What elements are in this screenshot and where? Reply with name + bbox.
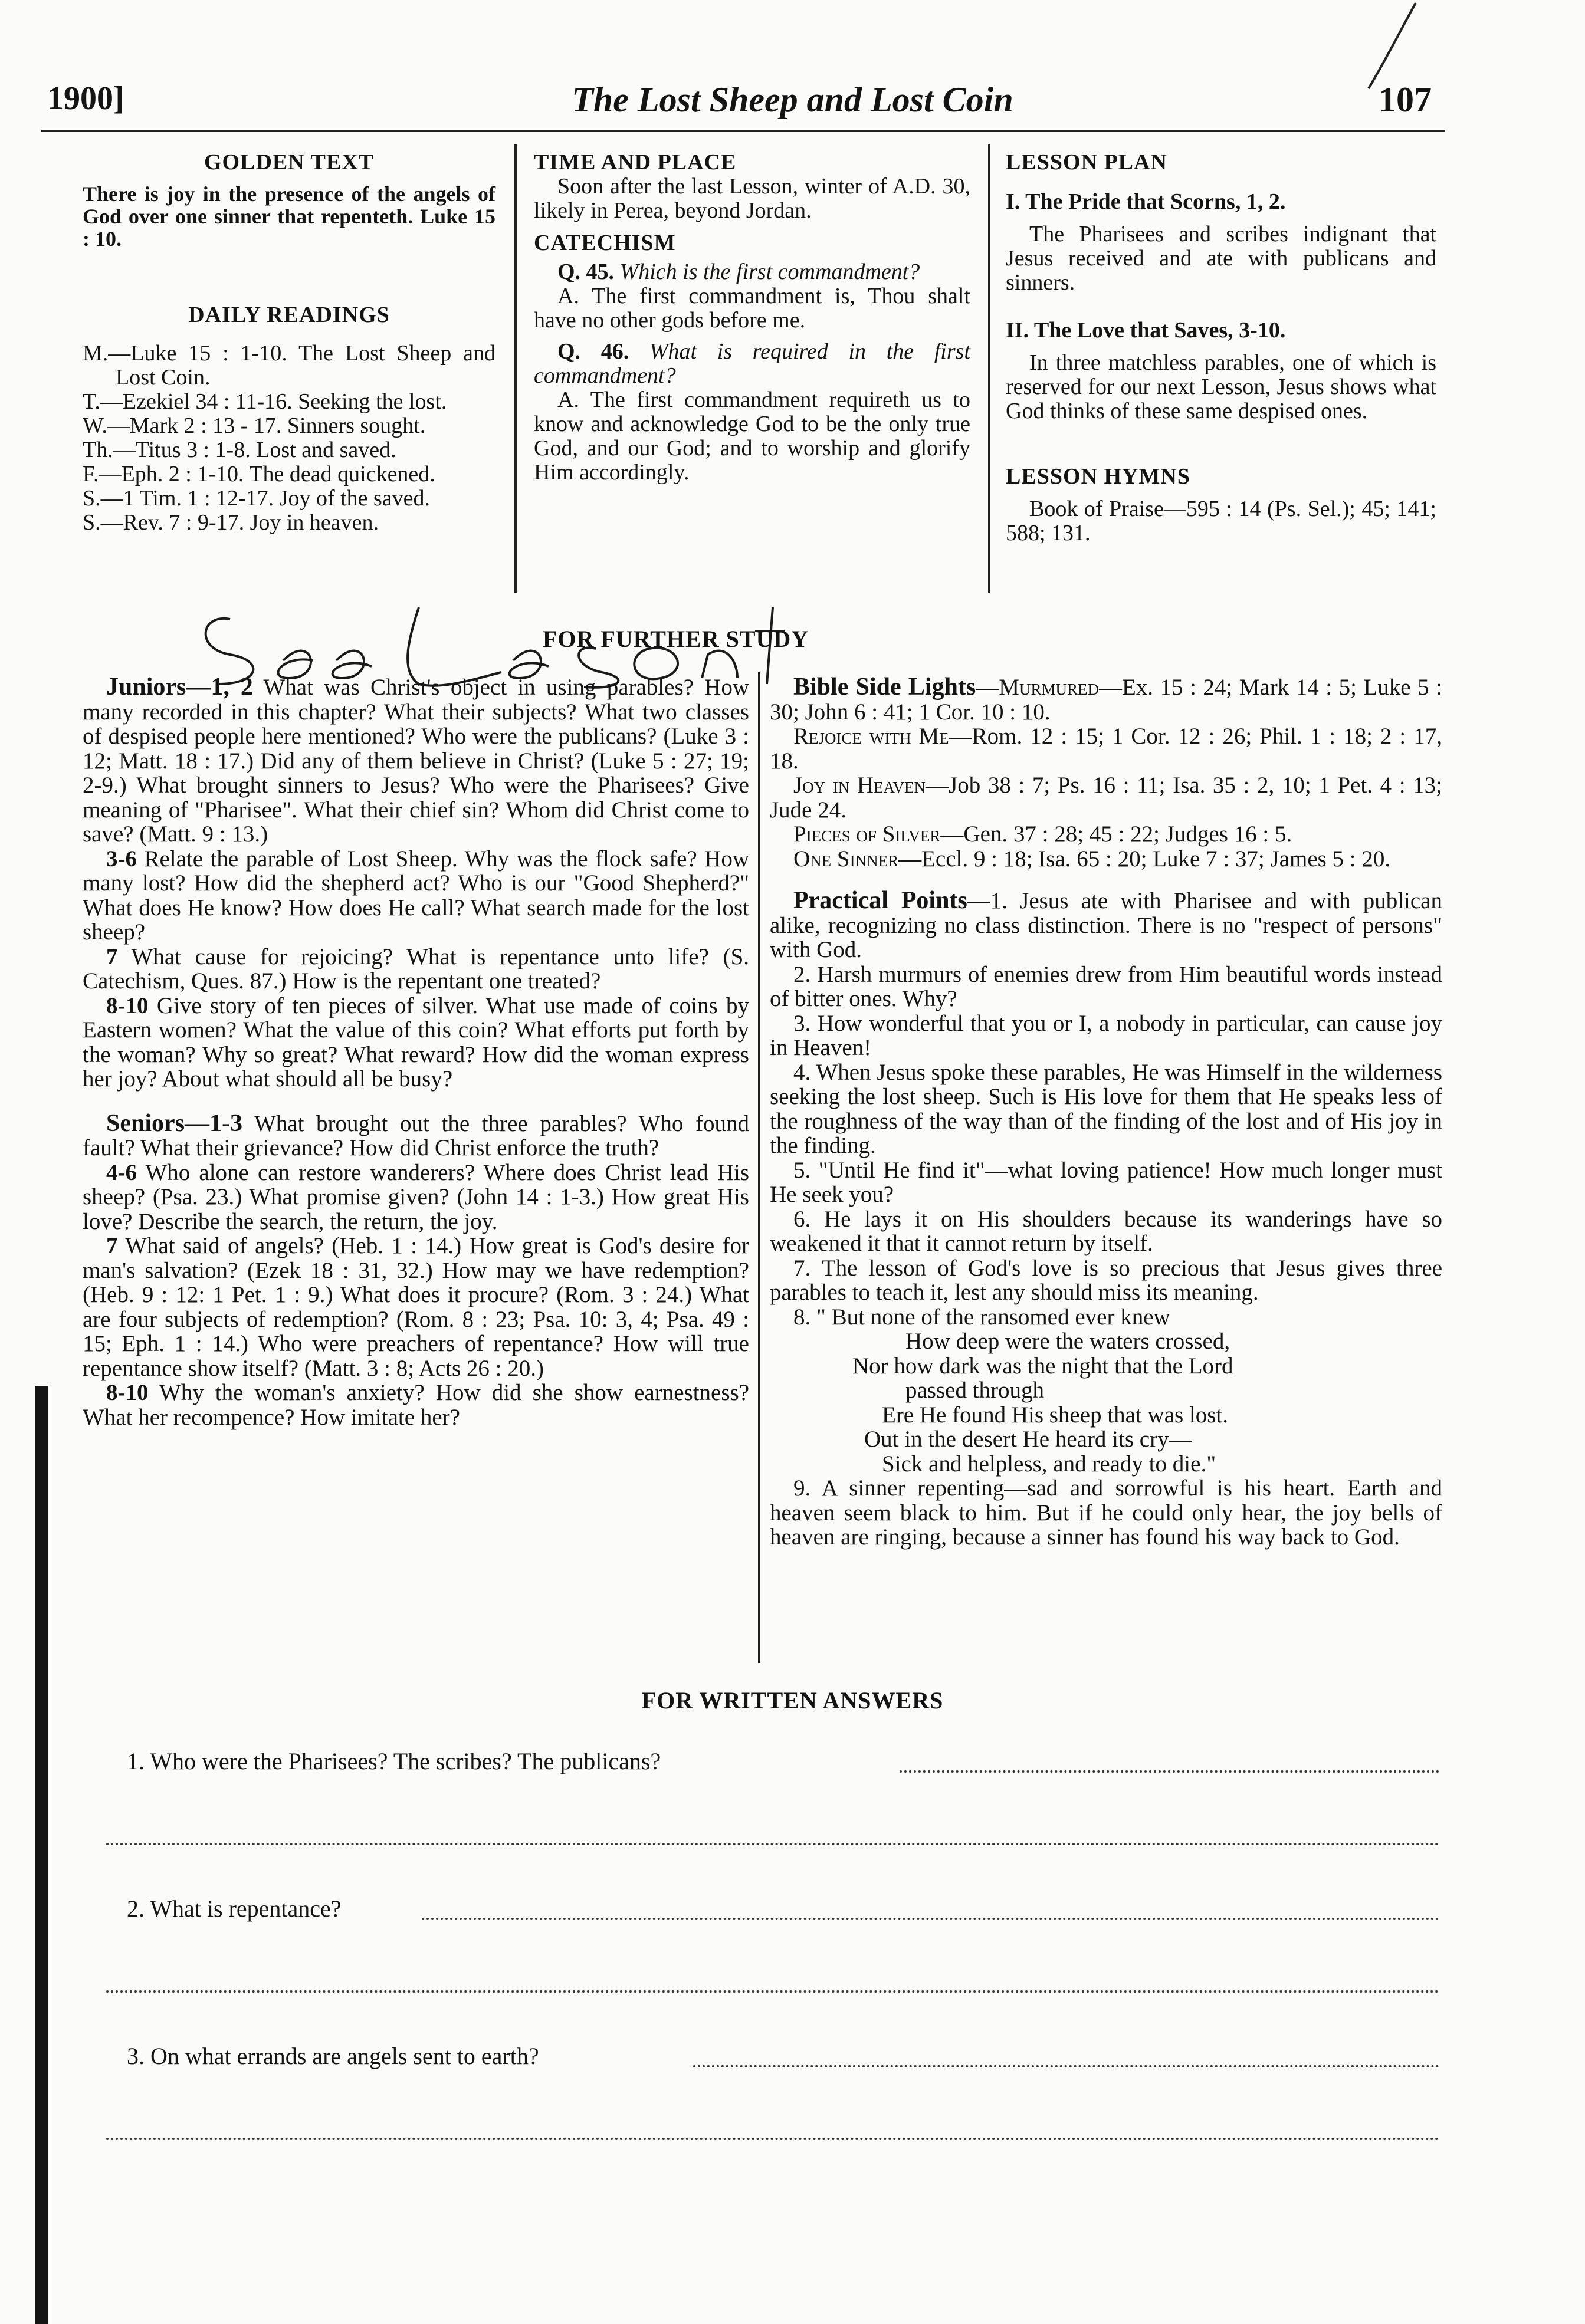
seniors-p1: What brought out the three parables? Who found fault? What their grievance? How did Christ enforce the truth? <box>83 1110 749 1161</box>
list-item: W.—Mark 2 : 13 - 17. Sinners sought. <box>83 413 426 438</box>
list-item: Th.—Titus 3 : 1-8. Lost and saved. <box>83 438 396 462</box>
golden-text-body: There is joy in the presence of the angels of God over one sinner that repenteth. <box>83 182 495 228</box>
lesson-plan-i-text: The Pharisees and scribes indignant that Jesus received and ate with publicans and sinners. <box>1006 222 1436 295</box>
practical-point-7: 7. The lesson of God's love is so precious that Jesus gives three parables to teach it, lest any should miss its meaning. <box>770 1255 1442 1305</box>
practical-point-1: 1. Jesus ate with Pharisee and with publican alike, recognizing no class distinction. There is no "respect of persons" with God. <box>770 888 1442 962</box>
silver-label: Pieces of Silver <box>793 821 941 847</box>
golden-text-section <box>83 150 495 535</box>
column-divider <box>988 144 990 593</box>
juniors-p4: Give story of ten pieces of silver. What use made of coins by Eastern women? What the value of this coin? What efforts put forth by the woman? Why so great? What reward? How did the woman express her joy? About what should all be busy? <box>83 992 750 1092</box>
practical-point-4: 4. When Jesus spoke these parables, He was Himself in the wilderness seeking the lost sheep. Such is His love for them that He speaks less of the roughness of the way than of the finding of the lost and of His joy in the finding. <box>770 1059 1442 1158</box>
time-place-text: Soon after the last Lesson, winter of A.D. 30, likely in Perea, beyond Jordan. <box>534 174 970 223</box>
list-item: S.—Rev. 7 : 9-17. Joy in heaven. <box>83 510 379 535</box>
lesson-plan-i-title: I. The Pride that Scorns, 1, 2. <box>1006 189 1286 214</box>
catechism-q46-label: Q. 46. <box>557 339 629 364</box>
catechism-heading: CATECHISM <box>534 231 676 255</box>
juniors-p3: What cause for rejoicing? What is repentance unto life? (S. Catechism, Ques. 87.) How is the repentant one treated? <box>83 944 750 994</box>
list-item: M.—Luke 15 : 1-10. The Lost Sheep and Lost Coin. <box>83 341 495 390</box>
silver-refs: Gen. 37 : 28; 45 : 22; Judges 16 : 5. <box>963 821 1292 847</box>
seniors-label: Seniors—1-3 <box>106 1109 242 1137</box>
rejoice-label: Rejoice with Me <box>793 724 949 749</box>
written-question-1: 1. Who were the Pharisees? The scribes? The publicans? <box>127 1748 661 1774</box>
seniors-p3-label: 7 <box>106 1233 118 1258</box>
poem-line: Ere He found His sheep that was lost. <box>882 1402 1229 1428</box>
seniors-p3: What said of angels? (Heb. 1 : 14.) How great is God's desire for man's salvation? (Ezek 18 : 31, 32.) How may we have redemption? (Heb. 9 : 12: 1 Pet. 1 : 9.) What does it procure? (Rom. 3 : 24.) What are four subjects of redemption? (Rom. 8 : 23; Psa. 10: 3, 4; Psa. 49 : 15; Eph. 1 : 14.) Who were preachers of repentance? How will true repentance show itself? (Matt. 3 : 8; Acts 26 : 20.) <box>83 1233 749 1381</box>
column-divider <box>758 672 760 1663</box>
murmured-label: Murmured <box>999 675 1099 700</box>
further-study-right-column: Bible Side Lights—Murmured—Ex. 15 : 24; Mark 14 : 5; Luke 5 : 30; John 6 : 41; 1 Cor. 10 : 10. Rejoice with Me—Rom. 12 : 15; 1 Cor. 12 : 26; Phil. 1 : 18; 2 : 17, 18. Joy in Heaven—Job 38 : 7; Ps. 16 : 11; Isa. 35 : 2, 10; 1 Pet. 4 : 13; Jude 24. Pieces of Silver—Gen. 37 : 28; 45 : 22; Judges 16 : 5. One Sinner—Eccl. 9 : 18; Isa. 65 : 20; Luke 7 : 37; James 5 : 20. Practical Points—1. Jesus ate with Pharisee and with publican alike, recognizing no class distinction. There is no "respect of persons" with God. 2. Harsh murmurs of enemies drew from Him beautiful words instead of bitter ones. Why? 3. How wonderful that you or I, a nobody in particular, can cause joy in Heaven! 4. When Jesus spoke these parables, He was Himself in the wilderness seeking the lost sheep. Such is His love for them that He speaks less of the roughness of the way than of the finding of the lost and of His joy in the finding. 5. "Until He find it"—what loving patience! How much longer must He seek you? 6. He lays it on His shoulders because its wanderings have so weakened it that it cannot return by itself. 7. The lesson of God's love is so precious that Jesus gives three parables to teach it, lest any should miss its meaning. 8. " But none of the ransomed ever knew How deep were the waters crossed, Nor how dark was the night that the Lord passed through Ere He found His sheep that was lost. Out in the desert He heard its cry— Sick and helpless, and ready to die." 9. A sinner repenting—sad and sorrowful is his heart. Earth and heaven seem black to him. But if he could only hear, the joy bells of heaven are ringing, because a sinner has found his way back to God. <box>770 673 1443 1550</box>
answer-line[interactable] <box>693 2065 1439 2067</box>
daily-readings-list <box>83 341 495 535</box>
poem-line: Sick and helpless, and ready to die." <box>882 1451 1216 1477</box>
answer-line[interactable] <box>422 1918 1439 1920</box>
lesson-hymns-text: Book of Praise—595 : 14 (Ps. Sel.); 45; 141; 588; 131. <box>1006 497 1436 545</box>
further-study-left-column <box>83 675 749 1429</box>
juniors-p2-label: 3-6 <box>106 846 137 872</box>
murmured-refs: Ex. 15 : 24; Mark 14 : 5; Luke 5 : 30; John 6 : 41; 1 Cor. 10 : 10. <box>770 675 1442 725</box>
catechism-q45: Which is the first commandment? <box>619 259 920 284</box>
poem-line: Nor how dark was the night that the Lord <box>852 1353 1233 1379</box>
golden-text-heading: GOLDEN TEXT <box>204 150 374 175</box>
seniors-p2-label: 4-6 <box>106 1159 137 1185</box>
answer-line[interactable] <box>106 1843 1439 1845</box>
practical-point-5: 5. "Until He find it"—what loving patience! How much longer must He seek you? <box>770 1157 1442 1207</box>
bible-side-lights-label: Bible Side Lights <box>793 673 976 701</box>
sinner-refs: Eccl. 9 : 18; Isa. 65 : 20; Luke 7 : 37; James 5 : 20. <box>921 846 1391 872</box>
rejoice-refs: Rom. 12 : 15; 1 Cor. 12 : 26; Phil. 1 : 18; 2 : 17, 18. <box>770 724 1443 774</box>
page-year: 1900] <box>47 80 124 117</box>
pencil-mark-icon <box>1345 0 1422 94</box>
daily-readings-heading: DAILY READINGS <box>188 303 390 327</box>
juniors-p2: Relate the parable of Lost Sheep. Why was the flock safe? How many lost? How did the shepherd act? Who is our "Good Shepherd?" What does He know? How does He call? What search made for the lost sheep? <box>83 846 750 945</box>
column-divider <box>514 144 517 593</box>
binding-margin-bar <box>35 1386 48 2324</box>
list-item: F.—Eph. 2 : 1-10. The dead quickened. <box>83 462 435 487</box>
list-item: T.—Ezekiel 34 : 11-16. Seeking the lost. <box>83 389 447 414</box>
poem-line: passed through <box>905 1378 1045 1403</box>
seniors-p4-label: 8-10 <box>106 1380 149 1405</box>
page-title: The Lost Sheep and Lost Coin <box>572 80 1013 119</box>
lesson-plan-ii-text: In three matchless parables, one of which is reserved for our next Lesson, Jesus shows what God thinks of these same despised ones. <box>1006 350 1436 423</box>
juniors-p3-label: 7 <box>106 944 118 969</box>
practical-point-3: 3. How wonderful that you or I, a nobody in particular, can cause joy in Heaven! <box>770 1010 1442 1060</box>
sinner-label: One Sinner <box>793 846 899 872</box>
written-question-3: 3. On what errands are angels sent to earth? <box>127 2043 539 2069</box>
practical-point-2: 2. Harsh murmurs of enemies drew from Him beautiful words instead of bitter ones. Why? <box>770 961 1442 1011</box>
written-answers-heading: FOR WRITTEN ANSWERS <box>641 1687 944 1714</box>
lesson-plan-ii-title: II. The Love that Saves, 3-10. <box>1006 318 1286 343</box>
practical-point-9: 9. A sinner repenting—sad and sorrowful is his heart. Earth and heaven seem black to him. But if he could only hear, the joy bells of heaven are ringing, because a sinner has found his way back to God. <box>770 1475 1442 1550</box>
juniors-p4-label: 8-10 <box>106 992 149 1018</box>
practical-point-6: 6. He lays it on His shoulders because its wanderings have so weakened it that it cannot return by itself. <box>770 1206 1442 1256</box>
time-place-section <box>534 150 970 485</box>
juniors-label: Juniors—1, 2 <box>106 673 253 701</box>
poem-line: Out in the desert He heard its cry— <box>864 1426 1192 1452</box>
seniors-p2: Who alone can restore wanderers? Where does Christ lead His sheep? (Psa. 23.) What promise given? (John 14 : 1-3.) How great His love? Describe the search, the return, the joy. <box>83 1159 750 1234</box>
answer-line[interactable] <box>106 2138 1439 2140</box>
answer-line[interactable] <box>106 1990 1439 1993</box>
joy-refs: Job 38 : 7; Ps. 16 : 11; Isa. 35 : 2, 10; 1 Pet. 4 : 13; Jude 24. <box>770 773 1442 823</box>
lesson-hymns-heading: LESSON HYMNS <box>1006 464 1190 489</box>
further-study-heading: FOR FURTHER STUDY <box>543 626 809 652</box>
catechism-a45: A. The first commandment is, Thou shalt have no other gods before me. <box>534 284 970 333</box>
lesson-plan-heading: LESSON PLAN <box>1006 150 1167 175</box>
catechism-a46: A. The first commandment requireth us to know and acknowledge God to be the only true God, and our God; and to worship and glorify Him accordingly. <box>534 387 970 485</box>
lesson-plan-section <box>1006 150 1436 545</box>
catechism-q46: What is required in the first commandment? <box>534 339 970 388</box>
joy-label: Joy in Heaven <box>793 773 926 798</box>
time-place-heading: TIME AND PLACE <box>534 150 737 175</box>
header-rule <box>41 130 1445 132</box>
practical-points-label: Practical Points <box>793 887 967 914</box>
poem-line: How deep were the waters crossed, <box>905 1329 1230 1354</box>
catechism-q45-label: Q. 45. <box>557 259 615 284</box>
seniors-p4: Why the woman's anxiety? How did she show earnestness? What her recompence? How imitate her? <box>83 1380 749 1430</box>
practical-point-8: 8. " But none of the ransomed ever knew <box>793 1304 1170 1330</box>
juniors-p1: What was Christ's object in using parables? How many recorded in this chapter? What their subjects? What two classes of despised people here mentioned? Who were the publicans? (Luke 3 : 12; Matt. 18 : 17.) Did any of them believe in Christ? (Luke 5 : 27; 19; 2-9.) What brought sinners to Jesus? Who were the Pharisees? Give meaning of "Pharisee". What their chief sin? Whom did Christ come to save? (Matt. 9 : 13.) <box>83 675 750 847</box>
written-question-2: 2. What is repentance? <box>127 1895 342 1922</box>
list-item: S.—1 Tim. 1 : 12-17. Joy of the saved. <box>83 486 431 511</box>
golden-text-ref: Luke 15 : 10. <box>83 205 495 251</box>
page-number: 107 <box>1379 80 1432 119</box>
answer-line[interactable] <box>900 1770 1439 1773</box>
